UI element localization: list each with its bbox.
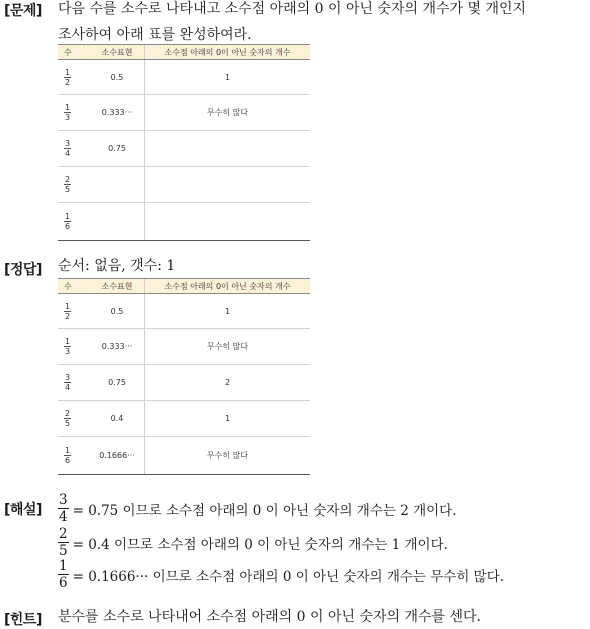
numerator: 3 <box>59 492 68 508</box>
header-count: 소수점 아래의 0이 아닌 숫자의 개수 <box>145 279 311 294</box>
numerator: 3 <box>65 373 71 382</box>
header-number: 수 <box>58 45 90 60</box>
denominator: 6 <box>65 456 71 465</box>
cell-count: 무수히 많다 <box>145 95 311 131</box>
answer-table <box>58 278 310 475</box>
table-row <box>58 203 310 241</box>
table-row <box>58 329 310 365</box>
table-row <box>58 401 310 437</box>
table-row <box>58 60 310 95</box>
fraction <box>64 337 71 356</box>
cell-count: 1 <box>145 294 311 329</box>
fraction <box>64 302 71 321</box>
fraction <box>64 212 71 231</box>
numerator: 1 <box>65 301 71 311</box>
cell-count <box>145 167 311 203</box>
fraction <box>58 526 69 559</box>
cell-number <box>58 131 90 167</box>
cell-decimal: 0.5 <box>90 294 145 329</box>
denominator: 6 <box>65 222 71 231</box>
table-row <box>58 437 310 475</box>
cell-number <box>58 401 90 437</box>
denominator: 2 <box>65 77 71 87</box>
cell-decimal: 0.333··· <box>90 95 145 131</box>
cell-number <box>58 60 90 95</box>
cell-decimal: 0.1666··· <box>90 437 145 475</box>
cell-decimal: 0.4 <box>90 401 145 437</box>
problem-text <box>58 0 526 48</box>
explanation-item-2 <box>58 526 448 559</box>
header-number: 수 <box>58 279 90 294</box>
cell-count: 무수히 많다 <box>145 437 311 475</box>
denominator: 5 <box>59 543 68 559</box>
fraction <box>64 409 71 428</box>
header-decimal: 소수표현 <box>90 279 145 294</box>
denominator: 4 <box>65 383 71 392</box>
numerator: 3 <box>65 139 71 148</box>
numerator: 2 <box>65 409 71 418</box>
cell-count: 2 <box>145 365 311 401</box>
denominator: 5 <box>65 419 71 428</box>
cell-number <box>58 294 90 329</box>
cell-count: 1 <box>145 401 311 437</box>
numerator: 1 <box>65 103 71 112</box>
hint-text: 분수를 소수로 나타내어 소수점 아래의 0 이 아닌 숫자의 개수를 센다. <box>58 609 482 625</box>
answer-line: 순서: 없음, 갯수: 1 <box>58 258 176 274</box>
cell-number <box>58 95 90 131</box>
denominator: 3 <box>65 113 71 122</box>
numerator: 1 <box>65 212 71 221</box>
explanation-tag: [해설] <box>4 502 42 518</box>
numerator: 2 <box>59 526 68 542</box>
cell-number <box>58 329 90 365</box>
fraction <box>64 446 71 465</box>
denominator: 6 <box>59 575 68 591</box>
cell-count <box>145 203 311 241</box>
denominator: 2 <box>65 311 71 321</box>
table-header-row <box>58 279 310 294</box>
table-row <box>58 294 310 329</box>
problem-line-1: 다음 수를 소수로 나타내고 소수점 아래의 0 이 아닌 숫자의 개수가 몇 개인지 <box>58 1 527 17</box>
cell-decimal <box>90 167 145 203</box>
numerator: 1 <box>65 67 71 77</box>
numerator: 2 <box>65 175 71 184</box>
numerator: 1 <box>65 337 71 346</box>
numerator: 1 <box>59 558 68 574</box>
cell-decimal: 0.75 <box>90 365 145 401</box>
fraction <box>58 492 69 525</box>
cell-number <box>58 167 90 203</box>
cell-count: 무수히 많다 <box>145 329 311 365</box>
fraction <box>64 103 71 122</box>
fraction <box>64 373 71 392</box>
cell-decimal <box>90 203 145 241</box>
fraction <box>58 558 69 591</box>
cell-number <box>58 203 90 241</box>
problem-table <box>58 44 310 241</box>
fraction <box>64 139 71 158</box>
fraction <box>64 175 71 194</box>
explanation-text: = 0.1666··· 이므로 소수점 아래의 0 이 아닌 숫자의 개수는 무수히 많다. <box>72 568 505 585</box>
explanation-text: = 0.75 이므로 소수점 아래의 0 이 아닌 숫자의 개수는 2 개이다. <box>72 502 457 519</box>
denominator: 4 <box>65 149 71 158</box>
denominator: 4 <box>59 509 68 525</box>
header-decimal: 소수표현 <box>90 45 145 60</box>
explanation-item-3 <box>58 558 504 591</box>
answer-text <box>58 253 175 279</box>
numerator: 1 <box>65 446 71 455</box>
answer-tag: [정답] <box>4 262 42 278</box>
table-row <box>58 167 310 203</box>
problem-line-2: 조사하여 아래 표를 완성하여라. <box>58 27 252 43</box>
explanation-text: = 0.4 이므로 소수점 아래의 0 이 아닌 숫자의 개수는 1 개이다. <box>72 536 448 553</box>
fraction <box>64 68 71 87</box>
hint-tag: [힌트] <box>4 612 42 628</box>
cell-decimal: 0.5 <box>90 60 145 95</box>
cell-decimal: 0.333··· <box>90 329 145 365</box>
cell-number <box>58 437 90 475</box>
denominator: 3 <box>65 347 71 356</box>
cell-decimal: 0.75 <box>90 131 145 167</box>
problem-tag: [문제] <box>4 3 42 19</box>
table-row <box>58 131 310 167</box>
header-count: 소수점 아래의 0이 아닌 숫자의 개수 <box>145 45 311 60</box>
explanation-item-1 <box>58 492 457 525</box>
cell-count <box>145 131 311 167</box>
table-row <box>58 95 310 131</box>
cell-count: 1 <box>145 60 311 95</box>
table-header-row <box>58 45 310 60</box>
table-row <box>58 365 310 401</box>
cell-number <box>58 365 90 401</box>
denominator: 5 <box>65 185 71 194</box>
